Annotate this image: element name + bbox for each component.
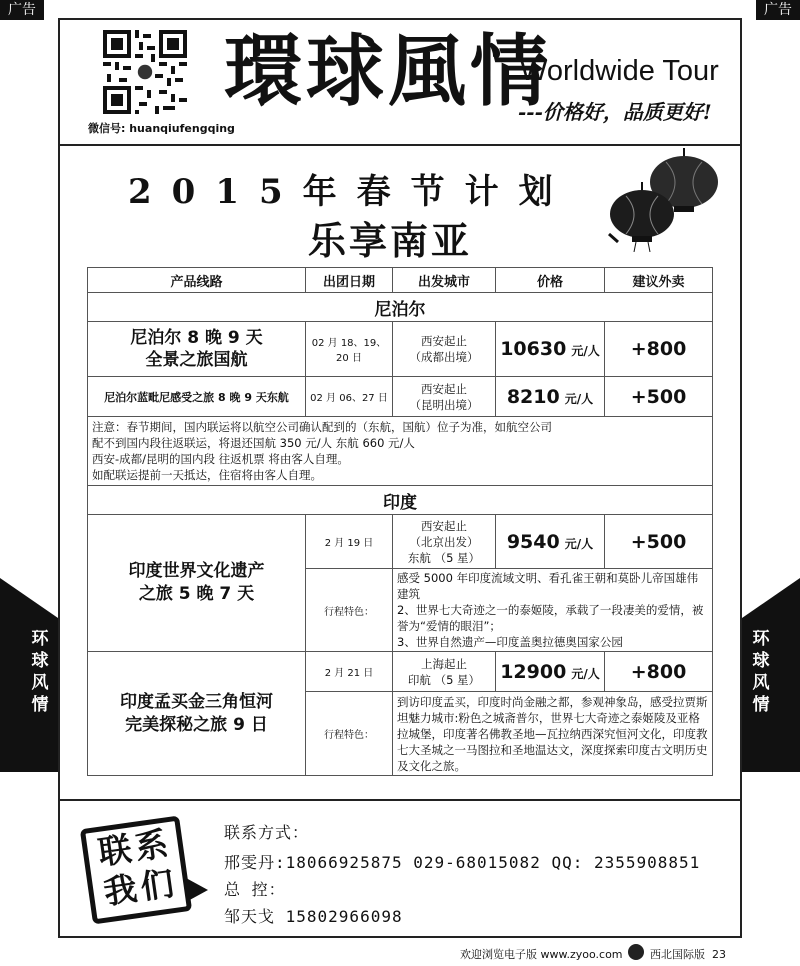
- price-cell: [496, 377, 605, 417]
- contact-label: 联系方式：: [224, 823, 310, 842]
- price-cell: [496, 322, 605, 377]
- departure-city: 上海起止 印航 （5 星）: [393, 652, 496, 692]
- header-divider: [58, 144, 742, 146]
- contact-person-2: 邹天戈 15802966098: [224, 907, 403, 926]
- wechat-id: 微信号: huanqiufengqing: [88, 122, 235, 135]
- table-row: [88, 515, 713, 569]
- footer-edition: 西北国际版 23: [650, 948, 726, 961]
- route-name: 尼泊尔 8 晚 9 天 全景之旅国航: [88, 322, 306, 377]
- extra-charge: +800: [605, 322, 713, 377]
- ad-tag-right: 广告: [756, 0, 800, 20]
- side-tab-right-label: 环 球 风 情: [752, 629, 770, 715]
- nepal-notes-row: [88, 417, 713, 486]
- table-header-row: [88, 268, 713, 293]
- departure-city: 西安起止 （北京出发） 东航 （5 星）: [393, 515, 496, 569]
- departure-date: 2 月 21 日: [306, 652, 393, 692]
- tour-schedule-table: [87, 267, 713, 776]
- qr-code-icon: [103, 30, 187, 114]
- arrow-icon: [186, 878, 208, 902]
- table-row: [88, 377, 713, 417]
- contact-person-1: 邢雯丹:18066925875 029-68015082 QQ: 2355908851: [224, 853, 701, 872]
- price-value: 12900: [500, 660, 567, 683]
- price-cell: [496, 652, 605, 692]
- feature-label: 行程特色：: [306, 569, 393, 652]
- price-value: 9540: [506, 530, 560, 553]
- brand-english: Worldwide Tour: [520, 55, 719, 87]
- footer-divider: [58, 799, 742, 801]
- ad-tag-left: 广告: [0, 0, 44, 20]
- departure-date: 2 月 19 日: [306, 515, 393, 569]
- price-unit: 元/人: [564, 536, 594, 551]
- nepal-notes: 注意：春节期间，国内联运将以航空公司确认配到的（东航，国航）位子为准，如航空公司 配不到国内段往返联运，将退还国航 350 元/人 东航 660 元/人 西安-成都/昆明的国内段 往返机票 将由客人自理。 如配联运提前一天抵达，住宿将由客人自理。: [88, 417, 713, 486]
- footer-website: 欢迎浏览电子版 www.zyoo.com: [460, 948, 623, 961]
- route-name: 印度世界文化遗产 之旅 5 晚 7 天: [88, 515, 306, 652]
- header-price: 价格: [496, 268, 605, 293]
- side-tab-left-label: 环 球 风 情: [31, 629, 49, 715]
- departure-date: 02 月 06、27 日: [306, 377, 393, 417]
- brand-logo: 環球風情: [224, 27, 553, 117]
- price-value: 10630: [500, 338, 567, 360]
- header-city: 出发城市: [393, 268, 496, 293]
- extra-charge: +500: [605, 515, 713, 569]
- feature-text: 到访印度孟买，印度时尚金融之都，参观神象岛，感受拉贾斯坦魅力城市:粉色之城斋普尔，世界七大奇迹之泰姬陵及亚格拉城堡，印度著名佛教圣地—瓦拉纳西深究恒河文化，印度教七大圣城之一马图拉和圣地温达文，深度探索印度古文明历史及文化之旅。: [393, 692, 713, 776]
- feature-text: 感受 5000 年印度流域文明、看孔雀王朝和莫卧儿帝国雄伟建筑 2、世界七大奇迹之一的泰姬陵，承载了一段凄美的爱情，被誉为“爱情的眼泪”； 3、世界自然遗产—印度盖奥拉德奥国家公园: [393, 569, 713, 652]
- publication-logo-icon: [628, 944, 644, 960]
- table-row: [88, 322, 713, 377]
- route-name: 尼泊尔蓝毗尼感受之旅 8 晚 9 天东航: [88, 377, 306, 417]
- price-unit: 元/人: [571, 666, 600, 681]
- departure-date: 02 月 18、19、20 日: [306, 322, 393, 377]
- page-number: 23: [712, 948, 726, 961]
- brand-slogan: ---价格好，品质更好!: [518, 100, 712, 124]
- price-unit: 元/人: [564, 391, 594, 406]
- lantern-icon: [604, 148, 722, 252]
- page-title: 2015年春节计划: [128, 172, 573, 212]
- section-india-title: 印度: [88, 486, 713, 515]
- section-nepal-title: 尼泊尔: [88, 293, 713, 322]
- departure-city: 西安起止 （成都出境）: [393, 322, 496, 377]
- section-nepal-row: [88, 293, 713, 322]
- feature-label: 行程特色：: [306, 692, 393, 776]
- price-cell: [496, 515, 605, 569]
- table-row: [88, 652, 713, 692]
- route-name: 印度孟买金三角恒河 完美探秘之旅 9 日: [88, 652, 306, 776]
- departure-city: 西安起止 （昆明出境）: [393, 377, 496, 417]
- control-label: 总 控：: [224, 880, 286, 899]
- header-date: 出团日期: [306, 268, 393, 293]
- page-subtitle: 乐享南亚: [308, 219, 473, 263]
- extra-charge: +500: [605, 377, 713, 417]
- header-route: 产品线路: [88, 268, 306, 293]
- price-unit: 元/人: [571, 344, 600, 358]
- price-value: 8210: [506, 385, 560, 408]
- extra-charge: +800: [605, 652, 713, 692]
- section-india-row: [88, 486, 713, 515]
- contact-box-label: 联系 我们: [95, 823, 181, 912]
- header-extra: 建议外卖: [605, 268, 713, 293]
